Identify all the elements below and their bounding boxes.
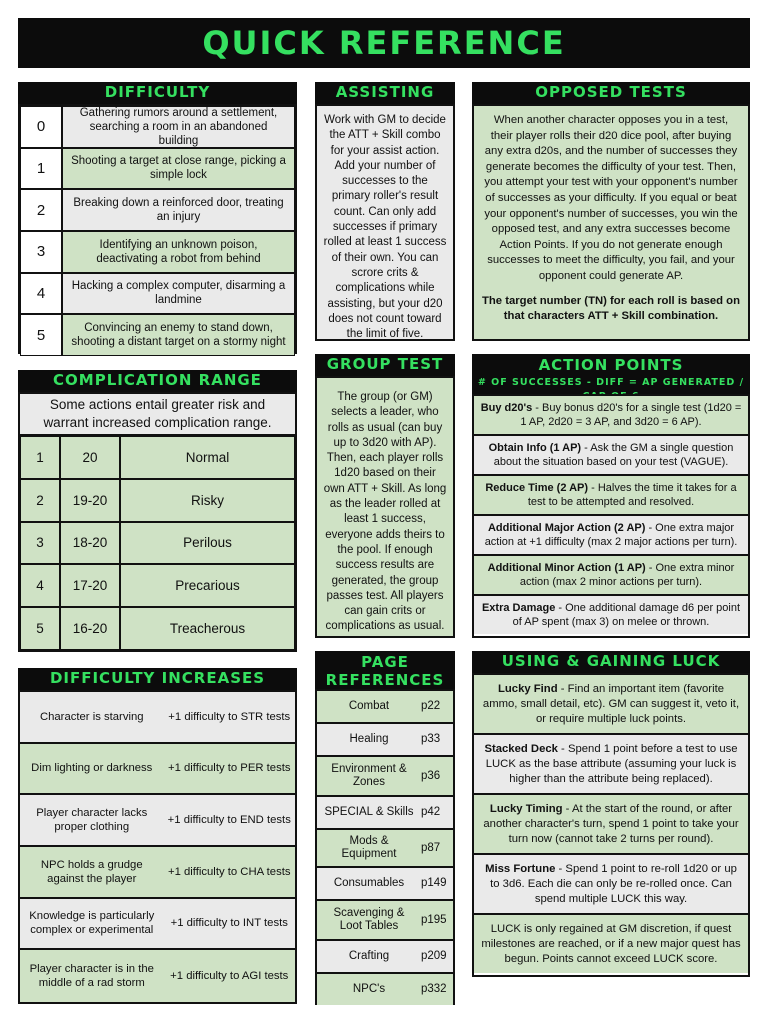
page-ref-row <box>317 899 453 939</box>
luck-option-desc: - Spend 1 point to re-roll 1d20 or up to 3d6. Each die can only be re-rolled once. Can spend multiple LUCK this way. <box>490 862 737 905</box>
complication-row <box>20 522 295 565</box>
page-ref-number: p332 <box>421 983 447 995</box>
ap-option <box>474 554 748 594</box>
ap-option-desc: - Buy bonus d20's for a single test (1d20 = 1 AP, 2d20 = 3 AP, and 3d20 = 6 AP). <box>520 402 742 428</box>
page-references-table <box>315 689 455 1005</box>
difficulty-row <box>20 273 295 315</box>
difficulty-table <box>18 104 297 354</box>
complication-range: 17-20 <box>60 564 120 607</box>
luck-option <box>474 913 748 973</box>
complication-intro: Some actions entail greater risk and warrant increased complication range. <box>20 394 295 436</box>
complication-row <box>20 436 295 479</box>
complication-name: Risky <box>120 479 295 522</box>
page-ref-number: p195 <box>421 913 447 926</box>
luck-option-name: Lucky Find <box>497 682 558 695</box>
luck-option <box>474 733 748 793</box>
page-ref-topic: SPECIAL & Skills <box>324 806 414 818</box>
page-ref-number: p149 <box>421 877 447 889</box>
luck-option-name: Stacked Deck <box>484 742 558 755</box>
ap-option-content <box>478 601 744 629</box>
ap-option-desc: - Halves the time it takes for a test to be attempted and resolved. <box>527 482 737 508</box>
complication-row <box>20 564 295 607</box>
luck-option-content <box>480 682 742 727</box>
page-ref-topic: Environment & Zones <box>331 763 407 788</box>
difficulty-example: Shooting a target at close range, picking a simple lock <box>62 148 295 190</box>
difficulty-level: 4 <box>20 273 62 315</box>
group-test-text: The group (or GM) selects a leader, who rolls as usual (can buy up to 3d20 with AP). Then, each player rolls 1d20 based on their own ATT + Skill. As long as the leader rolled at least 1 success, everyone adds theirs to the pool. If enough success results are generated, the group passes test. All players can gain crits or complications as usual. <box>315 376 455 638</box>
complication-row <box>20 607 295 650</box>
difficulty-level: 2 <box>20 189 62 231</box>
luck-option-name: Lucky Timing <box>489 802 563 815</box>
increase-condition: Dim lighting or darkness <box>31 762 153 775</box>
page-ref-row <box>317 689 453 722</box>
increases-table <box>18 690 297 1004</box>
increase-effect: +1 difficulty to END tests <box>167 814 291 827</box>
opposed-header: OPPOSED TESTS <box>472 82 750 104</box>
difficulty-example: Identifying an unknown poison, deactivating a robot from behind <box>62 231 295 273</box>
complication-table <box>18 392 297 652</box>
luck-option-desc: - Find an important item (favorite ammo, small detail, etc). GM can suggest it, veto it, or require multiple luck points. <box>482 682 740 725</box>
ap-option-name: Additional Minor Action (1 AP) <box>487 562 646 574</box>
page-ref-number: p209 <box>421 950 447 962</box>
assisting-header: ASSISTING <box>315 82 455 104</box>
complication-level: 5 <box>20 607 60 650</box>
difficulty-level: 0 <box>20 106 62 148</box>
complication-name: Normal <box>120 436 295 479</box>
complication-name: Perilous <box>120 522 295 565</box>
increase-row <box>20 692 295 744</box>
increase-effect: +1 difficulty to CHA tests <box>167 865 291 878</box>
opposed-tn-note: The target number (TN) for each roll is based on that characters ATT + Skill combination. <box>482 294 740 323</box>
increase-condition: Knowledge is particularly complex or experimental <box>29 910 155 937</box>
complication-level: 3 <box>20 522 60 565</box>
increase-condition: NPC holds a grudge against the player <box>40 858 143 885</box>
ap-option-desc: - One extra minor action (max 2 minor actions per turn). <box>519 562 735 588</box>
luck-option-name: Miss Fortune <box>485 862 556 875</box>
difficulty-header: DIFFICULTY <box>18 82 297 104</box>
difficulty-example: Hacking a complex computer, disarming a landmine <box>62 273 295 315</box>
assisting-text: Work with GM to decide the ATT + Skill combo for your assist action. Add your number of successes to the primary roller's result count. Can only add successes if primary rolled at least 1 success of their own. You can scrore crits & complications while assisting, but your d20 does not count toward the limit of five. <box>315 104 455 341</box>
complication-range: 20 <box>60 436 120 479</box>
luck-option-content <box>480 742 742 787</box>
ap-option-desc: - One additional damage d6 per point of AP spent (max 3) on melee or thrown. <box>512 602 741 628</box>
opposed-box <box>472 104 750 341</box>
luck-table <box>472 673 750 977</box>
luck-option <box>474 673 748 733</box>
page-ref-row <box>317 722 453 755</box>
luck-option <box>474 793 748 853</box>
ap-option-name: Buy d20's <box>480 402 533 414</box>
complication-level: 1 <box>20 436 60 479</box>
page-ref-topic: Mods & Equipment <box>341 835 397 860</box>
ap-option <box>474 474 748 514</box>
page-ref-number: p87 <box>421 841 441 854</box>
ap-option-name: Obtain Info (1 AP) <box>488 442 582 454</box>
luck-option-content <box>480 922 742 967</box>
luck-option-desc: LUCK is only regained at GM discretion, if quest milestones are reached, or if a new major quest has begun. Points cannot exceed LUCK score. <box>481 922 741 965</box>
ap-option-content <box>478 521 744 549</box>
difficulty-example: Convincing an enemy to stand down, shooting a distant target on a stormy night <box>62 314 295 356</box>
difficulty-row <box>20 231 295 273</box>
page-title: QUICK REFERENCE <box>18 18 750 68</box>
increase-effect: +1 difficulty to INT tests <box>170 917 288 930</box>
increase-condition: Player character is in the middle of a rad storm <box>29 963 154 990</box>
page-ref-number: p42 <box>421 806 441 818</box>
luck-option-content <box>480 802 742 847</box>
increase-row <box>20 795 295 847</box>
page-ref-topic: Combat <box>348 700 390 712</box>
page-ref-number: p22 <box>421 700 441 712</box>
ap-option-name: Reduce Time (2 AP) <box>485 482 589 494</box>
difficulty-row <box>20 106 295 148</box>
ap-option <box>474 434 748 474</box>
ap-subheader: # OF SUCCESSES - DIFF = AP GENERATED / <box>477 377 745 388</box>
ap-option-name: Extra Damage <box>481 602 556 614</box>
difficulty-row <box>20 314 295 356</box>
increases-header: DIFFICULTY INCREASES <box>18 668 297 690</box>
luck-header: USING & GAINING LUCK <box>472 651 750 673</box>
ap-header-block <box>472 354 750 396</box>
page-ref-topic: Scavenging & Loot Tables <box>333 907 405 932</box>
luck-option <box>474 853 748 913</box>
page-ref-topic: Consumables <box>333 877 405 889</box>
difficulty-row <box>20 189 295 231</box>
ap-option-desc: - One extra major action at +1 difficulty (max 2 major actions per turn). <box>484 522 738 548</box>
complication-header: COMPLICATION RANGE <box>18 370 297 392</box>
complication-range: 18-20 <box>60 522 120 565</box>
increase-effect: +1 difficulty to STR tests <box>168 710 291 723</box>
increase-condition: Character is starving <box>39 710 144 723</box>
page-references-header: PAGE REFERENCES <box>315 651 455 691</box>
increase-row <box>20 847 295 899</box>
complication-range: 19-20 <box>60 479 120 522</box>
page-ref-row <box>317 939 453 972</box>
increase-effect: +1 difficulty to AGI tests <box>170 970 289 983</box>
ap-option-content <box>478 401 744 429</box>
luck-option-desc: - Spend 1 point before a test to use LUCK as the base attribute (assuming your luck is higher than the attribute being replaced). <box>485 742 738 785</box>
page-ref-row <box>317 795 453 828</box>
ap-header: ACTION POINTS <box>538 356 684 374</box>
luck-option-content <box>480 862 742 907</box>
ap-option <box>474 514 748 554</box>
page-ref-topic: NPC's <box>352 983 386 995</box>
opposed-text: When another character opposes you in a test, their player rolls their d20 dice pool, after buying any extra d20s, and the number of successes they generate becomes the difficulty of your test. Then, you attempt your test with your opponent's number of successes as your difficulty. If you equal or beat your opponent's number of successes, you win the opposed test, and any extra successes become Action Points. If you do not generate enough successes to meet the difficulty, you fail, and your opponent could generate AP. <box>484 114 738 282</box>
ap-option-desc: - Ask the GM a single question about the situation based on your test (VAGUE). <box>493 442 734 468</box>
complication-row <box>20 479 295 522</box>
group-test-header: GROUP TEST <box>315 354 455 376</box>
page-ref-topic: Healing <box>349 733 389 745</box>
ap-option <box>474 594 748 634</box>
page-ref-row <box>317 866 453 899</box>
ap-option-content <box>478 441 744 469</box>
ap-option-content <box>478 481 744 509</box>
increase-condition: Player character lacks proper clothing <box>36 807 148 834</box>
increase-row <box>20 744 295 796</box>
complication-level: 2 <box>20 479 60 522</box>
page-ref-row <box>317 972 453 1005</box>
difficulty-row <box>20 148 295 190</box>
complication-level: 4 <box>20 564 60 607</box>
page-ref-row <box>317 755 453 795</box>
increase-row <box>20 950 295 1002</box>
page-ref-number: p36 <box>421 769 441 782</box>
complication-range: 16-20 <box>60 607 120 650</box>
difficulty-level: 1 <box>20 148 62 190</box>
ap-option <box>474 394 748 434</box>
page-ref-topic: Crafting <box>348 950 390 962</box>
ap-option-name: Additional Major Action (2 AP) <box>487 522 646 534</box>
luck-option-desc: - At the start of the round, or after another character's turn, spend 1 point to take your turn now (cannot take 2 turns per round). <box>483 802 739 845</box>
page-ref-number: p33 <box>421 733 441 745</box>
complication-name: Precarious <box>120 564 295 607</box>
difficulty-level: 5 <box>20 314 62 356</box>
ap-option-content <box>478 561 744 589</box>
difficulty-example: Gathering rumors around a settlement, searching a room in an abandoned building <box>62 106 295 148</box>
difficulty-level: 3 <box>20 231 62 273</box>
difficulty-example: Breaking down a reinforced door, treating an injury <box>62 189 295 231</box>
increase-row <box>20 899 295 951</box>
ap-table <box>472 394 750 638</box>
complication-name: Treacherous <box>120 607 295 650</box>
page-ref-row <box>317 828 453 866</box>
increase-effect: +1 difficulty to PER tests <box>167 762 291 775</box>
